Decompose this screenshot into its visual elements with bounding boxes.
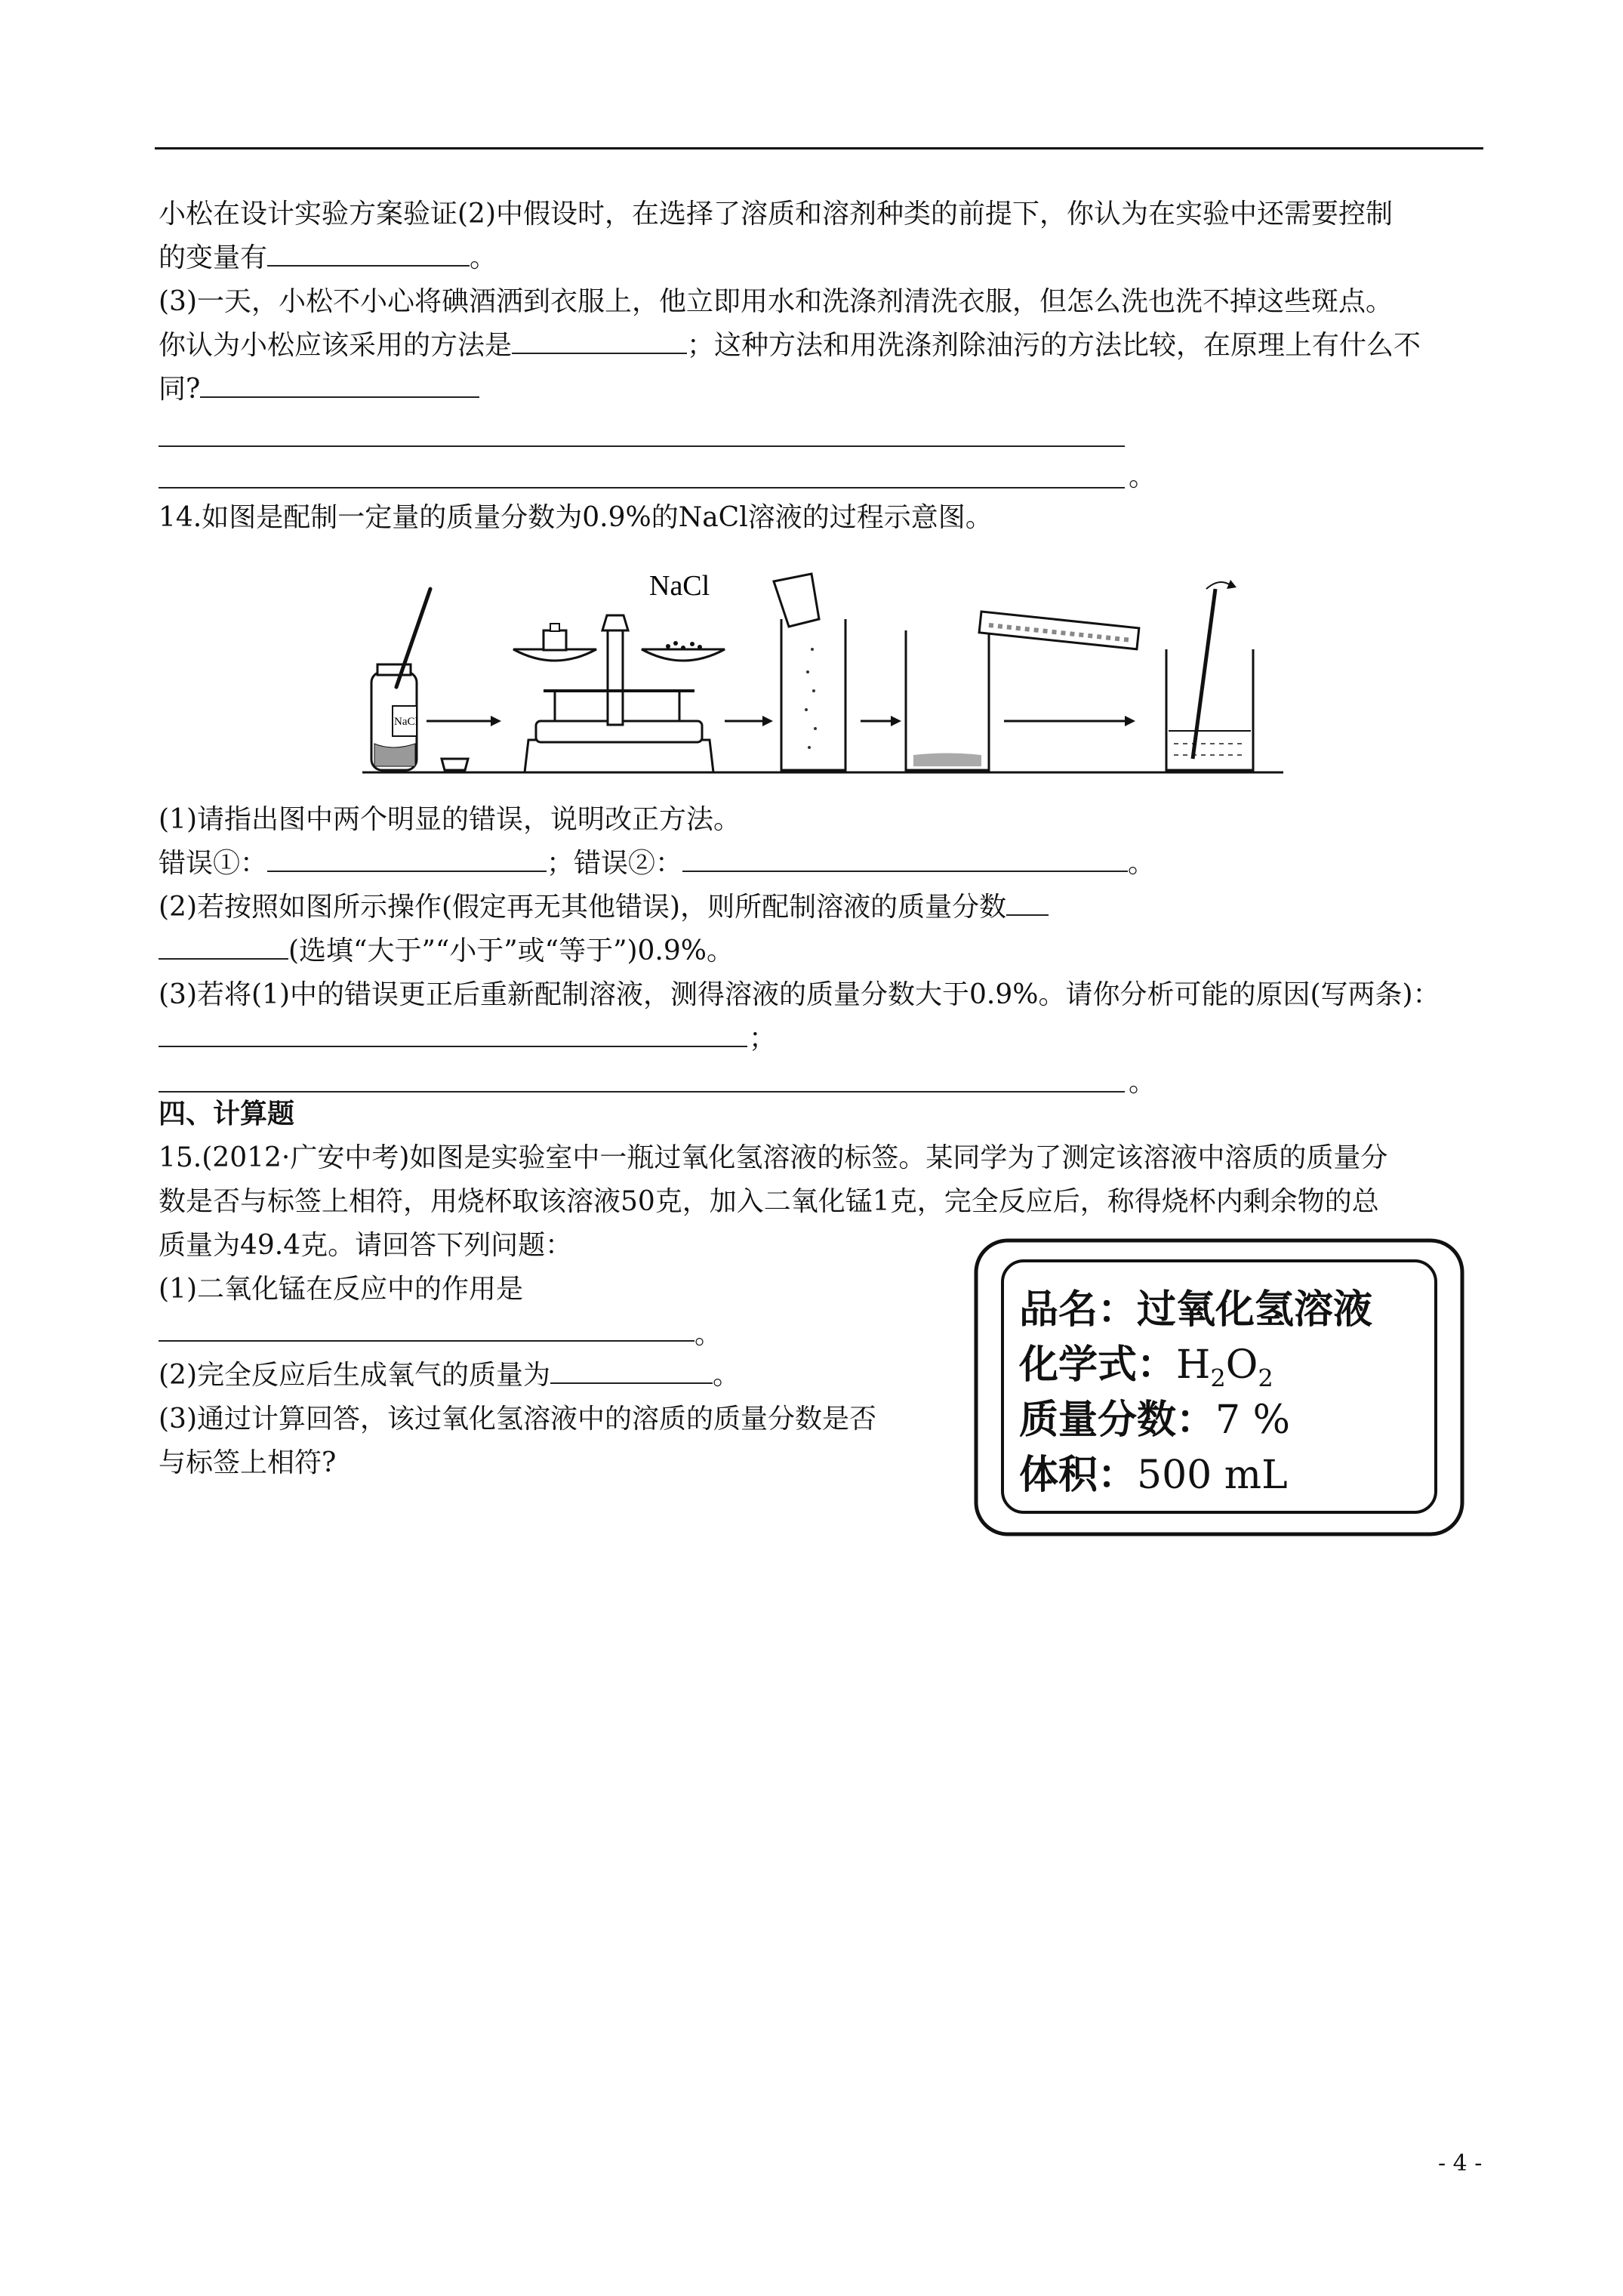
- q13-part3-line-3-text: 同?: [159, 374, 201, 405]
- solution-preparation-figure: [362, 559, 1291, 778]
- label-fraction-row: [1019, 1388, 1290, 1444]
- label-formula-row: [1019, 1333, 1273, 1392]
- nacl-jar: [371, 589, 430, 770]
- reagent-label: [974, 1238, 1464, 1536]
- q13-part3-line-3: [159, 370, 479, 409]
- label-name-row: [1019, 1277, 1372, 1334]
- nacl-label: NaCl: [649, 570, 710, 602]
- q13-part3-line-2-rest: ；这种方法和用洗涤剂除油污的方法比较，在原理上有什么不: [687, 330, 1421, 361]
- answer-blank[interactable]: [200, 371, 479, 398]
- answer-line[interactable]: [159, 1046, 747, 1047]
- label-formula-key: 化学式：: [1019, 1342, 1177, 1388]
- answer-line[interactable]: [159, 487, 1125, 488]
- answer-blank[interactable]: [267, 845, 547, 872]
- q15-part2-text: (2)完全反应后生成氧气的质量为: [159, 1360, 550, 1391]
- q15-part2-end: 。: [713, 1360, 741, 1391]
- q15-part3-line-2: 与标签上相符?: [159, 1447, 337, 1478]
- q14-part3-end: 。: [1129, 1067, 1156, 1098]
- q15-part1: (1)二氧化锰在反应中的作用是: [159, 1274, 523, 1305]
- formula-h: H: [1176, 1342, 1211, 1388]
- q15-part1-end: 。: [694, 1319, 722, 1350]
- label-fraction-value: 7 %: [1215, 1398, 1291, 1443]
- q14-part2-rest: (选填“大于”“小于”或“等于”)0.9%。: [288, 935, 734, 966]
- q14-part1: (1)请指出图中两个明显的错误，说明改正方法。: [159, 804, 741, 835]
- answer-blank[interactable]: [159, 932, 288, 960]
- label-fraction-key: 质量分数：: [1019, 1398, 1216, 1443]
- formula-sub-2: 2: [1258, 1364, 1273, 1393]
- label-volume-value: 500 mL: [1137, 1453, 1288, 1498]
- q14-part3: (3)若将(1)中的错误更正后重新配制溶液，测得溶液的质量分数大于0.9%。请你分析可能的原因(写两条)：: [159, 979, 1440, 1010]
- right-pan: [642, 649, 725, 661]
- beaker-3: [1166, 580, 1253, 770]
- formula-sub-1: 2: [1210, 1364, 1226, 1393]
- label-formula-value: [1176, 1342, 1273, 1393]
- answer-blank[interactable]: [512, 327, 687, 354]
- answer-blank[interactable]: [1006, 889, 1049, 916]
- q14-part2-line-2: [159, 932, 734, 971]
- q15-line-1: 15.(2012·广安中考)如图是实验室中一瓶过氧化氢溶液的标签。某同学为了测定该溶液中溶质的质量分: [159, 1142, 1388, 1173]
- q13-line-1: 小松在设计实验方案验证(2)中假设时，在选择了溶质和溶剂种类的前提下，你认为在实验中还需要控制: [159, 199, 1393, 230]
- q14-part3-sep: ；: [749, 1023, 777, 1054]
- weighing-dish: [442, 759, 468, 770]
- answer-blank[interactable]: [550, 1357, 713, 1384]
- q13-line-2: [159, 239, 497, 278]
- formula-o: O: [1225, 1342, 1258, 1388]
- q13-part3-line-1: (3)一天，小松不小心将碘酒洒到衣服上，他立即用水和洗涤剂清洗衣服，但怎么洗也洗不掉这些斑点。: [159, 286, 1393, 317]
- answer-blank[interactable]: [267, 239, 470, 267]
- section-heading: 四、计算题: [159, 1099, 295, 1130]
- label-volume-key: 体积：: [1019, 1453, 1138, 1498]
- error2-label: ；错误②：: [547, 848, 683, 879]
- balance-scale: [513, 615, 725, 772]
- answer-line[interactable]: [159, 1091, 1125, 1093]
- q15-part3-line-1: (3)通过计算回答，该过氧化氢溶液中的溶质的质量分数是否: [159, 1404, 876, 1435]
- jar-label: NaCl: [394, 716, 418, 728]
- q13-part3-line-2: [159, 326, 1421, 365]
- q14-intro: 14.如图是配制一定量的质量分数为0.9%的NaCl溶液的过程示意图。: [159, 502, 993, 533]
- beaker-1: [774, 574, 845, 770]
- header-rule: [155, 147, 1483, 149]
- weight: [544, 630, 566, 650]
- answer-line[interactable]: [159, 1340, 694, 1342]
- q14-errors-line: [159, 844, 1155, 883]
- q13-line-2-text: 的变量有: [159, 242, 268, 273]
- answer-line[interactable]: [159, 445, 1125, 447]
- error1-label: 错误①：: [159, 848, 268, 879]
- q15-line-3: 质量为49.4克。请回答下列问题：: [159, 1230, 573, 1261]
- q13-end-mark: 。: [1129, 461, 1156, 492]
- beaker-2: [906, 612, 1139, 770]
- answer-blank[interactable]: [682, 845, 1128, 872]
- label-name-value: 过氧化氢溶液: [1137, 1287, 1373, 1333]
- q13-line-2-end: 。: [470, 242, 497, 273]
- q14-part2-text: (2)若按照如图所示操作(假定再无其他错误)，则所配制溶液的质量分数: [159, 892, 1007, 923]
- graduated-cylinder: [979, 612, 1139, 649]
- label-volume-row: [1019, 1443, 1288, 1499]
- page-number: - 4 -: [1438, 2150, 1483, 2177]
- q15-part2: [159, 1356, 740, 1395]
- label-name-key: 品名：: [1019, 1287, 1138, 1333]
- q13-part3-line-2-text: 你认为小松应该采用的方法是: [159, 330, 513, 361]
- errors-end: 。: [1128, 848, 1156, 879]
- q14-part2-line-1: [159, 888, 1049, 927]
- q15-line-2: 数是否与标签上相符，用烧杯取该溶液50克，加入二氧化锰1克，完全反应后，称得烧杯内剩余物的总: [159, 1186, 1379, 1217]
